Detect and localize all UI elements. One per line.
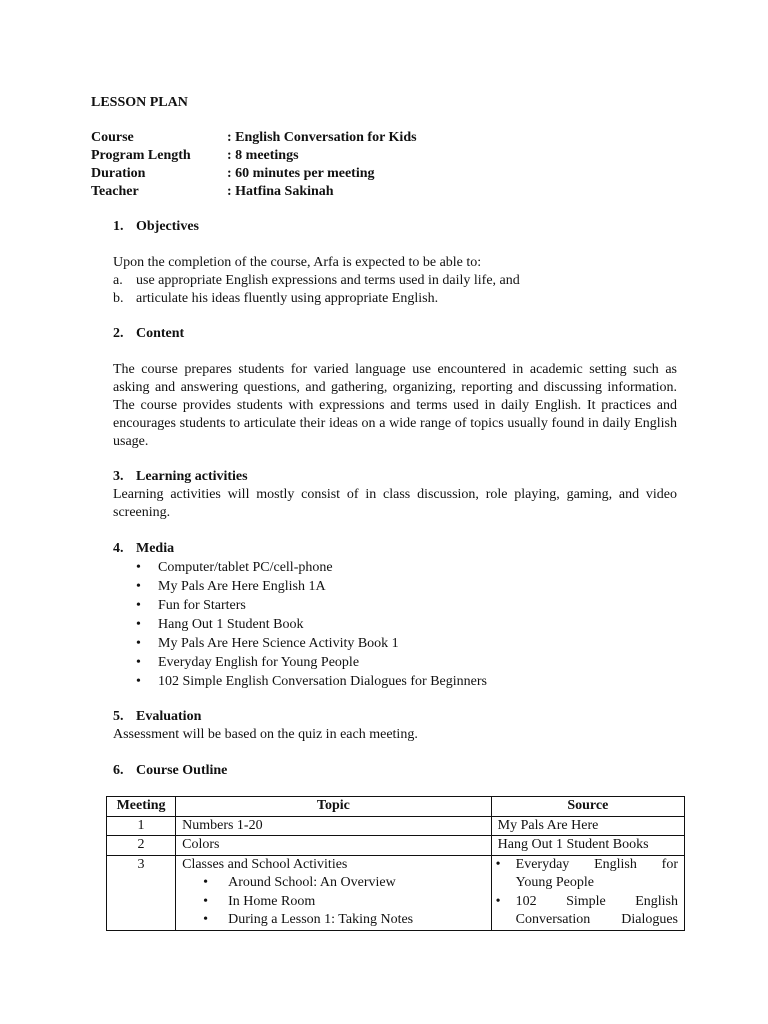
course-outline-table bbox=[106, 796, 685, 931]
table-row bbox=[107, 855, 685, 930]
list-item: • Around School: An Overview bbox=[182, 874, 485, 893]
bullet-icon: • bbox=[136, 579, 141, 594]
section-title-activities: Learning activities bbox=[136, 469, 248, 484]
meta-label-course: Course bbox=[91, 130, 134, 145]
document-title: LESSON PLAN bbox=[91, 95, 188, 110]
cell-source: My Pals Are Here bbox=[491, 816, 684, 836]
section-number-outline: 6. bbox=[113, 763, 124, 778]
bullet-icon: • bbox=[136, 655, 141, 670]
objectives-intro: Upon the completion of the course, Arfa is expected to be able to: bbox=[113, 255, 482, 270]
table-row bbox=[107, 836, 685, 856]
objective-item-b: articulate his ideas fluently using appropriate English. bbox=[136, 291, 439, 306]
media-item: 102 Simple English Conversation Dialogues for Beginners bbox=[158, 674, 487, 689]
bullet-icon: • bbox=[136, 560, 141, 575]
activities-paragraph: Learning activities will mostly consist of in class discussion, role playing, gaming, and video screening. bbox=[113, 487, 677, 520]
content-paragraph: The course prepares students for varied language use encountered in academic setting such as asking and answering questions, and gathering, organizing, reporting and discussing information. The course provides students with expressions and terms used in daily English. It practices and encourages students to articulate their ideas on a wide range of topics usually found in daily English usage. bbox=[113, 362, 677, 449]
header-topic: Topic bbox=[176, 797, 492, 817]
objective-marker-b: b. bbox=[113, 291, 124, 306]
bullet-icon: • bbox=[136, 617, 141, 632]
section-title-evaluation: Evaluation bbox=[136, 709, 202, 724]
subtopic-list bbox=[182, 874, 485, 930]
source-list bbox=[496, 856, 678, 930]
meta-value-course: : English Conversation for Kids bbox=[227, 130, 417, 145]
header-meeting: Meeting bbox=[107, 797, 176, 817]
cell-meeting: 2 bbox=[107, 836, 176, 856]
section-number-objectives: 1. bbox=[113, 219, 124, 234]
media-item: Hang Out 1 Student Book bbox=[158, 617, 304, 632]
section-title-objectives: Objectives bbox=[136, 219, 199, 234]
cell-topic bbox=[176, 855, 492, 930]
section-number-activities: 3. bbox=[113, 469, 124, 484]
media-item: Everyday English for Young People bbox=[158, 655, 360, 670]
objective-item-a: use appropriate English expressions and terms used in daily life, and bbox=[136, 273, 520, 288]
cell-source bbox=[491, 855, 684, 930]
media-item: Computer/tablet PC/cell-phone bbox=[158, 560, 333, 575]
list-item: • In Home Room bbox=[182, 893, 485, 912]
section-title-content: Content bbox=[136, 326, 185, 341]
list-item bbox=[496, 856, 678, 893]
list-item: • During a Lesson 1: Taking Notes bbox=[182, 911, 485, 930]
meta-label-teacher: Teacher bbox=[91, 184, 139, 199]
topic-title: Classes and School Activities bbox=[182, 856, 348, 872]
bullet-icon: • bbox=[136, 674, 141, 689]
objective-marker-a: a. bbox=[113, 273, 123, 288]
section-number-content: 2. bbox=[113, 326, 124, 341]
meta-value-program-length: : 8 meetings bbox=[227, 148, 299, 163]
bullet-icon: • bbox=[136, 636, 141, 651]
meta-label-program-length: Program Length bbox=[91, 148, 191, 163]
table-row bbox=[107, 816, 685, 836]
meta-label-duration: Duration bbox=[91, 166, 146, 181]
bullet-icon: • bbox=[136, 598, 141, 613]
source-line: Conversation Dialogues bbox=[515, 912, 678, 927]
table-header-row bbox=[107, 797, 685, 817]
source-line: Young People bbox=[515, 875, 594, 890]
media-item: Fun for Starters bbox=[158, 598, 246, 613]
cell-topic: Numbers 1-20 bbox=[176, 816, 492, 836]
cell-meeting: 1 bbox=[107, 816, 176, 836]
cell-topic: Colors bbox=[176, 836, 492, 856]
media-item: My Pals Are Here English 1A bbox=[158, 579, 326, 594]
section-title-outline: Course Outline bbox=[136, 763, 228, 778]
list-item bbox=[496, 893, 678, 930]
section-number-evaluation: 5. bbox=[113, 709, 124, 724]
source-line: Everyday English for bbox=[515, 856, 678, 872]
media-item: My Pals Are Here Science Activity Book 1 bbox=[158, 636, 399, 651]
evaluation-text: Assessment will be based on the quiz in each meeting. bbox=[113, 727, 418, 742]
meta-value-duration: : 60 minutes per meeting bbox=[227, 166, 375, 181]
section-title-media: Media bbox=[136, 541, 175, 556]
cell-source: Hang Out 1 Student Books bbox=[491, 836, 684, 856]
header-source: Source bbox=[491, 797, 684, 817]
source-line: 102 Simple English bbox=[515, 893, 678, 909]
meta-value-teacher: : Hatfina Sakinah bbox=[227, 184, 334, 199]
cell-meeting: 3 bbox=[107, 855, 176, 930]
section-number-media: 4. bbox=[113, 541, 124, 556]
